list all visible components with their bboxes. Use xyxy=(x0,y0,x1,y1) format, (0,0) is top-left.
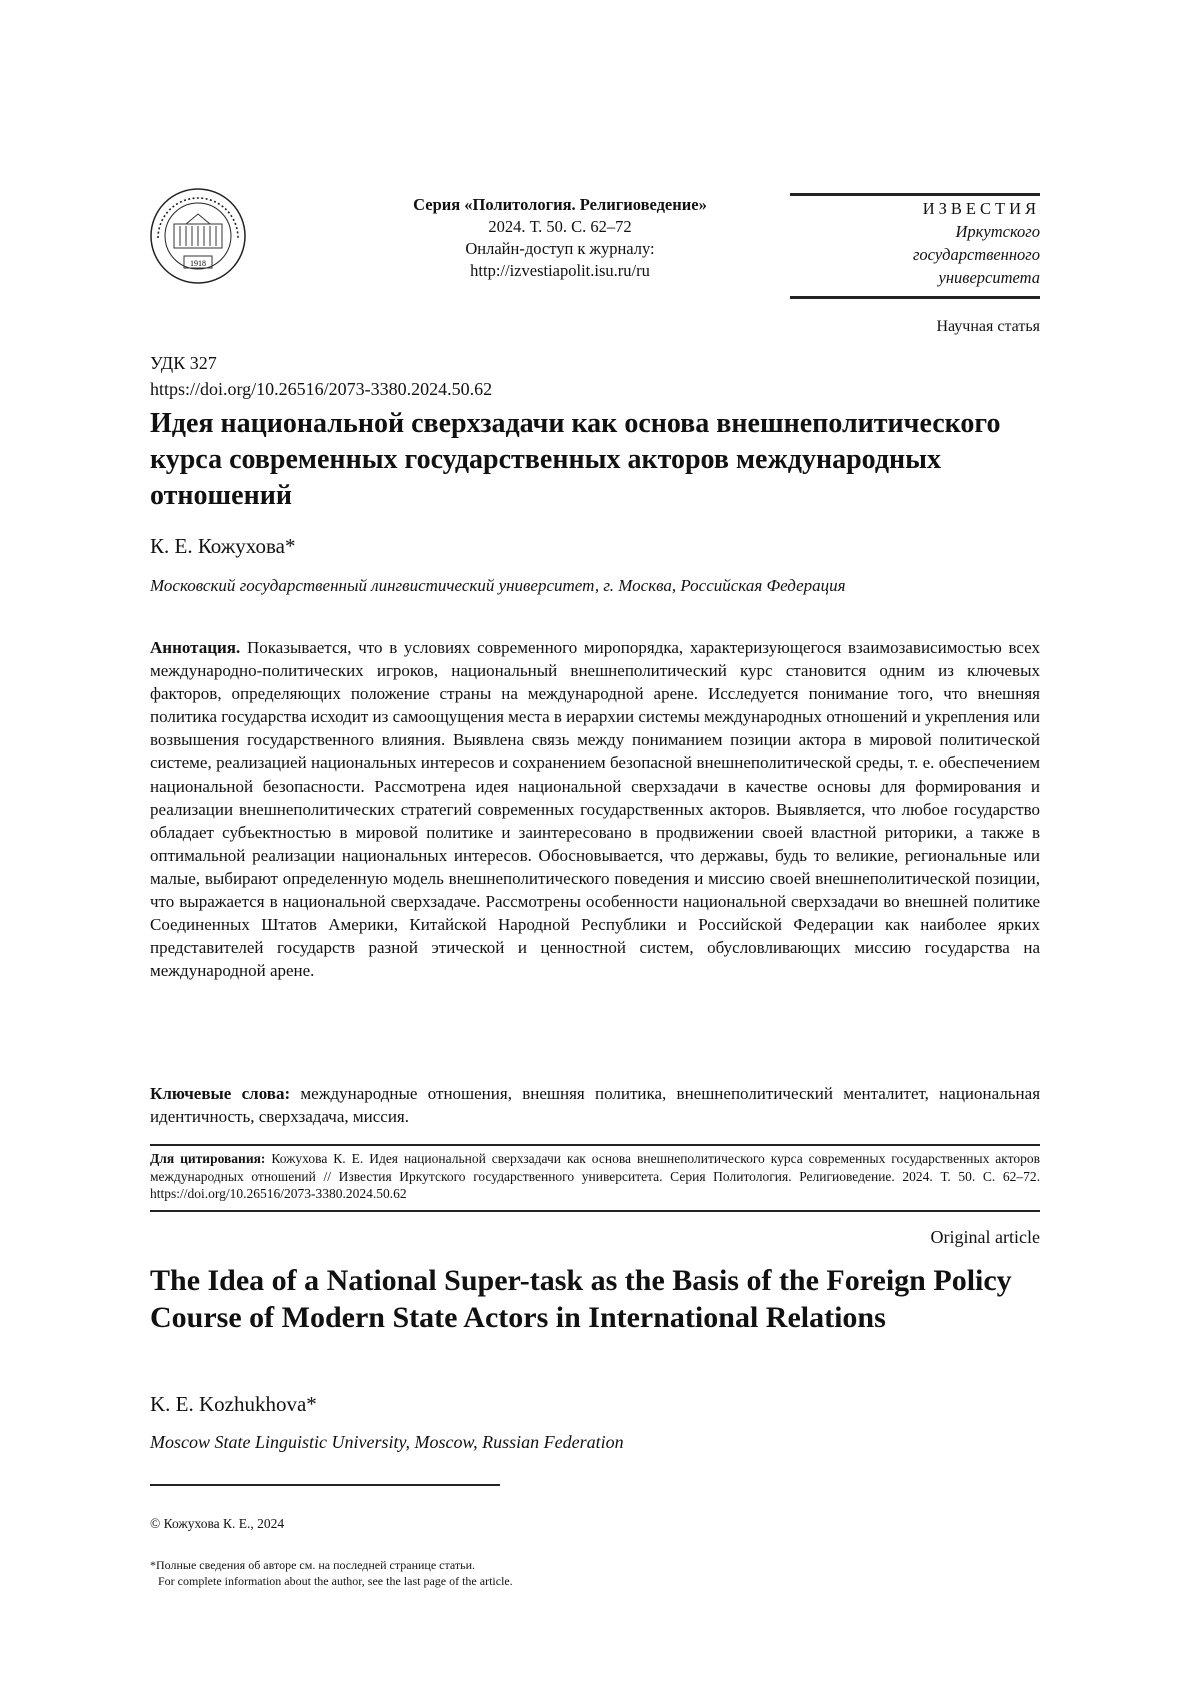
doi-link[interactable]: https://doi.org/10.26516/2073-3380.2024.50.62 xyxy=(150,379,493,399)
citation-rule-bottom xyxy=(150,1210,1040,1212)
logo-year: 1918 xyxy=(190,259,206,268)
copyright-notice: © Кожухова К. Е., 2024 xyxy=(150,1516,285,1531)
journal-subtitle-3: университета xyxy=(938,268,1040,287)
journal-name-block xyxy=(790,196,1040,289)
citation-text: Кожухова К. Е. Идея национальной сверхзадачи как основа внешнеполитического курса современных государственных акторов международных отношений // Известия Иркутского государственного университета. Серия Политология. Религиоведение. 2024. Т. 50. С. 62–72. https://doi.org/10.26516/2073-3380.2024.50.62 xyxy=(150,1151,1041,1201)
abstract-text: Показывается, что в условиях современного миропорядка, характеризующегося взаимозависимостью всех международно-политических игроков, национальный внешнеполитический курс становится одним из ключевых факторов, определяющих положение страны на международной арене. Исследуется понимание того, что внешняя политика государства исходит из самоощущения места в иерархии системы международных отношений и укрепления или возвышения государственного влияния. Выявлена связь между пониманием позиции актора в мировой политической системе, реализацией национальных интересов и сохранением безопасной внешнеполитической среды, т. е. обеспечением национальной безопасности. Рассмотрена идея национальной сверхзадачи в качестве основы для формирования и реализации внешнеполитических стратегий современных государственных акторов. Выявляется, что любое государство обладает субъектностью в мировой политике и заинтересовано в продвижении своей властной риторики, а также в оптимальной реализации национальных интересов. Обосновывается, что державы, будь то великие, региональные или малые, выбирают определенную модель внешнеполитического поведения и миссию своей внешнеполитической позиции, что выражается в национальной сверхзадаче. Рассмотрены особенности национальной сверхзадачи во внешней политике Соединенных Штатов Америки, Китайской Народной Республики и Российской Федерации как наиболее ярких представителей государств разной этической и ценностной систем, обусловливающих миссию государства на международной арене. xyxy=(150,638,1041,981)
author-en: K. E. Kozhukhova* xyxy=(150,1392,317,1416)
article-title-ru: Идея национальной сверхзадачи как основа внешнеполитического курса современных государственных акторов международных отношений xyxy=(150,408,1001,511)
abstract xyxy=(150,636,1040,982)
journal-rule-bottom xyxy=(790,296,1040,299)
series-info xyxy=(330,194,790,282)
abstract-label: Аннотация. xyxy=(150,638,241,657)
affiliation-en: Moscow State Linguistic University, Moscow, Russian Federation xyxy=(150,1432,624,1452)
series-title: Серия «Политология. Религиоведение» xyxy=(413,195,707,214)
footnote-en: For complete information about the author, see the last page of the article. xyxy=(158,1574,513,1588)
university-seal-logo xyxy=(148,186,248,286)
journal-subtitle-1: Иркутского xyxy=(955,222,1040,241)
journal-url[interactable]: http://izvestiapolit.isu.ru/ru xyxy=(470,261,650,280)
article-type-ru: Научная статья xyxy=(936,318,1040,335)
udk-code: УДК 327 xyxy=(150,353,217,373)
online-access-label: Онлайн-доступ к журналу: xyxy=(465,239,655,258)
keywords-text: международные отношения, внешняя политика, внешнеполитический менталитет, национальная идентичность, сверхзадача, миссия. xyxy=(150,1084,1041,1127)
article-meta xyxy=(150,350,492,402)
keywords xyxy=(150,1082,1040,1128)
journal-subtitle-2: государственного xyxy=(912,245,1040,264)
author-ru: К. Е. Кожухова* xyxy=(150,534,296,558)
article-type-en: Original article xyxy=(930,1227,1040,1247)
keywords-label: Ключевые слова: xyxy=(150,1084,291,1103)
issue-info: 2024. Т. 50. С. 62–72 xyxy=(488,217,632,236)
citation-label: Для цитирования: xyxy=(150,1151,266,1166)
citation-block xyxy=(150,1150,1040,1203)
footnote-rule xyxy=(150,1484,500,1486)
article-title-en: The Idea of a National Super-task as the Basis of the Foreign Policy Course of Modern State Actors in International Relations xyxy=(150,1264,1012,1334)
footnote-ru: *Полные сведения об авторе см. на последней странице статьи. xyxy=(150,1558,476,1572)
affiliation-ru: Московский государственный лингвистический университет, г. Москва, Российская Федерация xyxy=(150,576,846,595)
journal-title: ИЗВЕСТИЯ xyxy=(922,199,1040,218)
citation-rule-top xyxy=(150,1144,1040,1146)
